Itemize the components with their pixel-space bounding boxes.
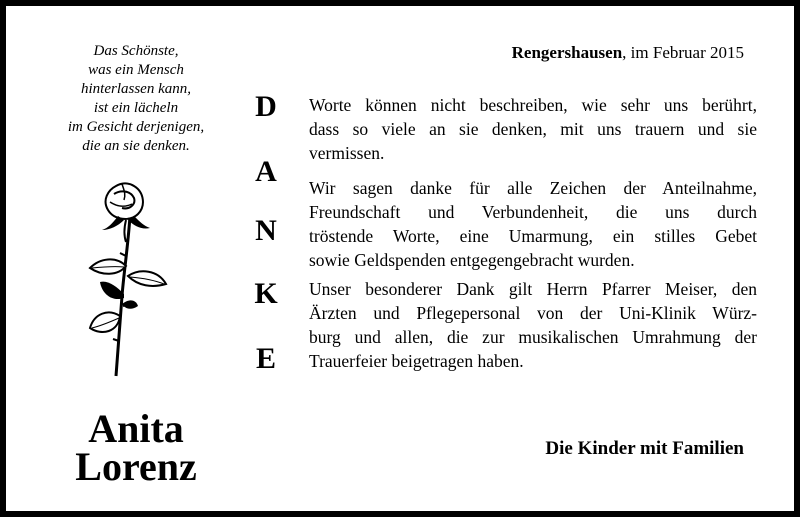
paragraph-line: Worte können nicht beschreiben, wie sehr uns berührt, xyxy=(309,95,757,115)
quote-line: die an sie denken. xyxy=(82,138,190,154)
paragraph-line: vermissen. xyxy=(309,143,385,163)
quote-line: hinterlassen kann, xyxy=(81,81,191,97)
paragraph-line: Trauerfeier beigetragen haben. xyxy=(309,351,524,371)
thanks-paragraph xyxy=(309,93,757,165)
danke-letter: A xyxy=(255,155,277,188)
paragraph-line: sowie Geldspenden entgegengebracht wurden. xyxy=(309,250,635,270)
paragraph-line: dass so viele an sie denken, mit uns trauern und sie xyxy=(309,119,757,139)
quote-line: im Gesicht derjenigen, xyxy=(67,119,205,135)
quote-line: ist ein lächeln xyxy=(93,100,179,116)
quote-line: was ein Mensch xyxy=(88,62,184,78)
signature: Die Kinder mit Familien xyxy=(545,438,744,459)
danke-letter: E xyxy=(255,342,276,375)
paragraph-line: Ärzten und Pflegepersonal von der Uni-Klinik Würz- xyxy=(309,303,757,323)
memorial-quote xyxy=(36,42,236,156)
paragraph-line: Freundschaft und Verbundenheit, die uns durch xyxy=(309,202,757,222)
thanks-paragraph xyxy=(309,176,757,272)
danke-letter: K xyxy=(254,277,278,310)
paragraph-line: tröstende Worte, eine Umarmung, ein stilles Gebet xyxy=(309,226,757,246)
place-name: Rengershausen xyxy=(511,43,623,62)
danke-letter: D xyxy=(255,90,277,123)
place-date-line xyxy=(512,43,744,63)
date-text: , im Februar 2015 xyxy=(622,43,744,62)
deceased-first-name: Anita xyxy=(88,406,184,451)
deceased-name xyxy=(36,406,236,489)
rose-icon xyxy=(78,176,178,381)
paragraph-line: burg und allen, die zur musikalischen Umrahmung der xyxy=(309,327,757,347)
danke-letter: N xyxy=(255,214,277,247)
paragraph-line: Wir sagen danke für alle Zeichen der Anteilnahme, xyxy=(309,178,757,198)
deceased-last-name: Lorenz xyxy=(75,444,197,489)
thanks-paragraph xyxy=(309,277,757,373)
paragraph-line: Unser besonderer Dank gilt Herrn Pfarrer Meiser, den xyxy=(309,279,757,299)
quote-line: Das Schönste, xyxy=(93,43,179,59)
